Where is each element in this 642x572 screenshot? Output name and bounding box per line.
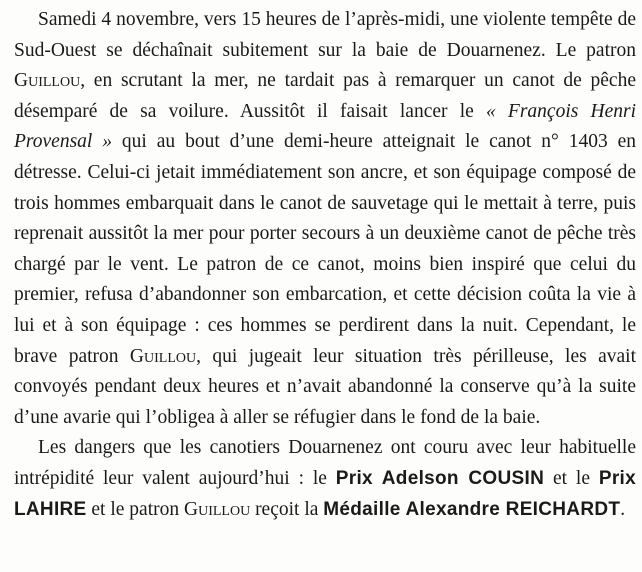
person-name-guillou: Guillou <box>14 70 81 92</box>
text-run: Samedi 4 novembre, vers 15 heures de l’après-midi, une violente tempête de Sud-Ouest se déchaînait subitement sur la baie de Douarnenez. Le patron <box>14 9 636 61</box>
text-run: , qui jugeait leur situation très périlleuse, les avait convoyés pendant deux heures et n’avait abandonné la conserve qu’à la suite d’une avarie qui l’obligea à aller se réfugier dans le fond de la baie. <box>14 345 636 428</box>
medal-alexandre-reichardt: Médaille Alexandre REICHARDT <box>323 498 621 520</box>
text-run: qui au bout d’une demi-heure atteignait le canot n° 1403 en détresse. Celui-ci jetait immédiatement son ancre, et son équipage composé de trois hommes embarquait dans le canot de sauvetage qui le mettait à terre, puis reprenait aussitôt la mer pour porter secours à un deuxième canot de pêche très chargé par le vent. Le patron de ce canot, moins bien inspiré que celui du premier, refusa d’abandonner son embarcation, et cette décision coûta la vie à lui et à son équipage : ces hommes se perdirent dans la nuit. Cependant, le brave patron <box>14 131 637 367</box>
text-run: reçoit la <box>250 498 324 520</box>
document-text <box>14 5 636 525</box>
text-run: et le patron <box>86 498 184 520</box>
person-name-guillou: Guillou <box>184 498 251 520</box>
prize-adelson-cousin: Prix Adelson COUSIN <box>335 467 545 489</box>
text-run: , en scrutant la mer, ne tardait pas à remarquer un canot de pêche désemparé de sa voilure. Aussitôt il faisait lancer le <box>14 70 636 122</box>
text-run: Les dangers que les canotiers Douarnenez ont couru avec leur habituelle intrépidité leur valent aujourd’hui : le <box>14 437 636 489</box>
lifeboat-name: « François Henri Provensal » <box>14 100 637 153</box>
person-name-guillou: Guillou <box>129 345 197 367</box>
prize-lahire: Prix LAHIRE <box>14 467 636 520</box>
paragraph-rescue-account <box>14 5 636 433</box>
paragraph-awards <box>14 433 636 525</box>
text-run: . <box>620 498 626 520</box>
text-run: et le <box>544 467 599 489</box>
